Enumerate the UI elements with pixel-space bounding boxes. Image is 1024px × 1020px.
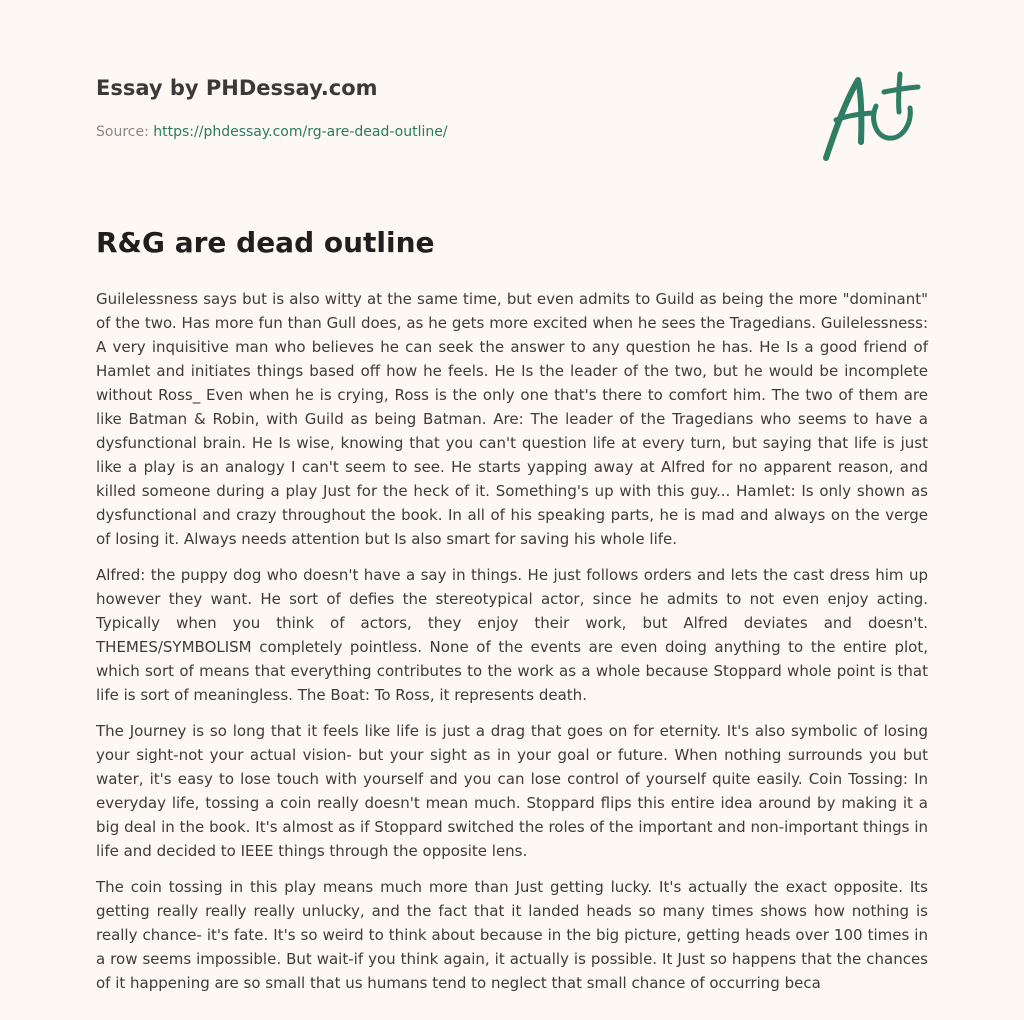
source-line [96, 124, 448, 140]
essay-body [96, 287, 928, 1007]
essay-paragraph: The Journey is so long that it feels like life is just a drag that goes on for eternity. It's also symbolic of losing your sight-not your actual vision- but your sight as in your goal or future. When nothing surrounds you but water, it's easy to lose touch with yourself and you can lose control of yourself quite easily. Coin Tossing: In everyday life, tossing a coin really doesn't mean much. Stoppard flips this entire idea around by making it a big deal in the book. It's almost as if Stoppard switched the roles of the important and non-important things in life and decided to IEEE things through the opposite lens. [96, 722, 928, 860]
brand-title: Essay by PHDessay.com [96, 76, 378, 100]
essay-paragraph: The coin tossing in this play means much more than Just getting lucky. It's actually the exact opposite. Its getting really really really unlucky, and the fact that it landed heads so many times shows how nothing is really chance- it's fate. It's so weird to think about because in the big picture, getting heads over 100 times in a row seems impossible. But wait-if you think again, it actually is possible. It Just so happens that the chances of it happening are so small that us humans tend to neglect that small chance of occurring beca [96, 878, 928, 992]
source-label: Source: [96, 124, 149, 140]
page-header [96, 0, 928, 200]
essay-title: R&G are dead outline [96, 226, 435, 259]
source-link[interactable]: https://phdessay.com/rg-are-dead-outline/ [153, 124, 448, 140]
essay-paragraph: Alfred: the puppy dog who doesn't have a say in things. He just follows orders and lets the cast dress him up however they want. He sort of defies the stereotypical actor, since he admits to not even enjoy acting. Typically when you think of actors, they enjoy their work, but Alfred deviates and doesn't. THEMES/SYMBOLISM completely pointless. None of the events are even doing anything to the entire plot, which sort of means that everything contributes to the work as a whole because Stoppard whole point is that life is sort of meaningless. The Boat: To Ross, it represents death. [96, 566, 928, 704]
essay-paragraph: Guilelessness says but is also witty at the same time, but even admits to Guild as being the more "dominant" of the two. Has more fun than Gull does, as he gets more excited when he sees the Tragedians. Guilelessness: A very inquisitive man who believes he can seek the answer to any question he has. He Is a good friend of Hamlet and initiates things based off how he feels. He Is the leader of the two, but he would be incomplete without Ross_ Even when he is crying, Ross is the only one that's there to comfort him. The two of them are like Batman & Robin, with Guild as being Batman. Are: The leader of the Tragedians who seems to have a dysfunctional brain. He Is wise, knowing that you can't question life at every turn, but saying that life is just like a play is an analogy I can't seem to see. He starts yapping away at Alfred for no apparent reason, and killed someone during a play Just for the heck of it. Something's up with this guy... Hamlet: Is only shown as dysfunctional and crazy throughout the book. In all of his speaking parts, he is mad and always on the verge of losing it. Always needs attention but Is also smart for saving his whole life. [96, 290, 928, 548]
a-plus-grade-icon [820, 68, 924, 164]
